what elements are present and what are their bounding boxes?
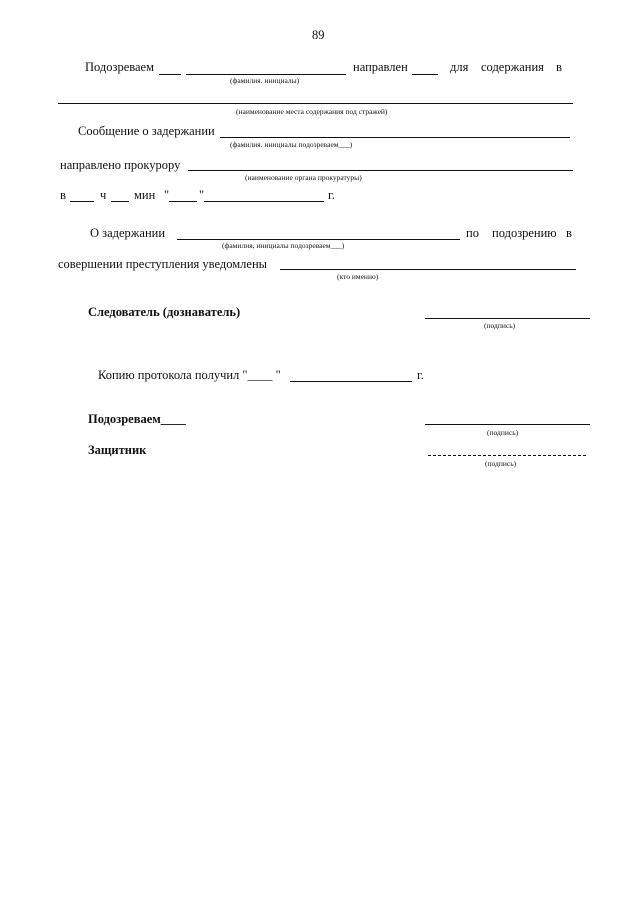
sent-blank[interactable]	[412, 74, 438, 75]
caption-prosecutor: (наименование органа прокуратуры)	[245, 173, 362, 182]
in-label: в	[556, 60, 562, 74]
minutes-label: мин	[134, 188, 156, 202]
investigator-label: Следователь (дознаватель)	[88, 305, 241, 319]
sent-label: направлен	[353, 60, 408, 74]
defender-label: Защитник	[88, 443, 147, 457]
suspect-label: Подозреваем	[85, 60, 155, 74]
caption-place: (наименование места содержания под стражей)	[236, 107, 388, 116]
minutes-blank[interactable]	[111, 201, 129, 202]
month-blank[interactable]	[204, 201, 324, 202]
detention-label: О задержании	[90, 226, 166, 240]
suspect-name-blank[interactable]	[186, 74, 346, 75]
time-in-label: в	[60, 188, 66, 202]
caption-defender-signature: (подпись)	[485, 459, 517, 468]
on-label: по	[466, 226, 479, 240]
keeping-label: содержания	[481, 60, 544, 74]
hours-blank[interactable]	[70, 201, 94, 202]
message-blank[interactable]	[220, 137, 570, 138]
hours-label: ч	[100, 188, 107, 202]
prosecutor-blank[interactable]	[188, 170, 573, 171]
for-label: для	[450, 60, 469, 74]
suspect-suffix-blank[interactable]	[159, 74, 181, 75]
copy-label: Копию протокола получил "____ "	[98, 368, 281, 382]
quote-open: "	[164, 188, 170, 202]
caption-investigator-signature: (подпись)	[484, 321, 516, 330]
caption-suspect-signature: (подпись)	[487, 428, 519, 437]
caption-detention: (фамилия, инициалы подозреваем___)	[222, 241, 345, 250]
crime-label: совершении преступления уведомлены	[58, 257, 268, 271]
detention-in-label: в	[566, 226, 572, 240]
suspect-sign-label: Подозреваем____	[88, 412, 186, 426]
prosecutor-label: направлено прокурору	[60, 158, 181, 172]
message-label: Сообщение о задержании	[78, 124, 215, 138]
detention-blank[interactable]	[177, 239, 460, 240]
caption-message: (фамилия. инициалы подозреваем___)	[230, 140, 353, 149]
copy-date-blank[interactable]	[290, 381, 412, 382]
quote-close: "	[199, 188, 205, 202]
suspicion-label: подозрению	[492, 226, 557, 240]
day-blank[interactable]	[169, 201, 197, 202]
caption-who: (кто именно)	[337, 272, 379, 281]
place-blank[interactable]	[58, 103, 573, 104]
suspect-signature-blank[interactable]	[425, 424, 590, 425]
year-label: г.	[328, 188, 335, 202]
defender-signature-blank[interactable]	[428, 455, 586, 456]
copy-year-label: г.	[417, 368, 424, 382]
caption-suspect-name: (фамилия. инициалы)	[230, 76, 300, 85]
investigator-signature-blank[interactable]	[425, 318, 590, 319]
page-number: 89	[312, 28, 325, 42]
notified-blank[interactable]	[280, 269, 576, 270]
